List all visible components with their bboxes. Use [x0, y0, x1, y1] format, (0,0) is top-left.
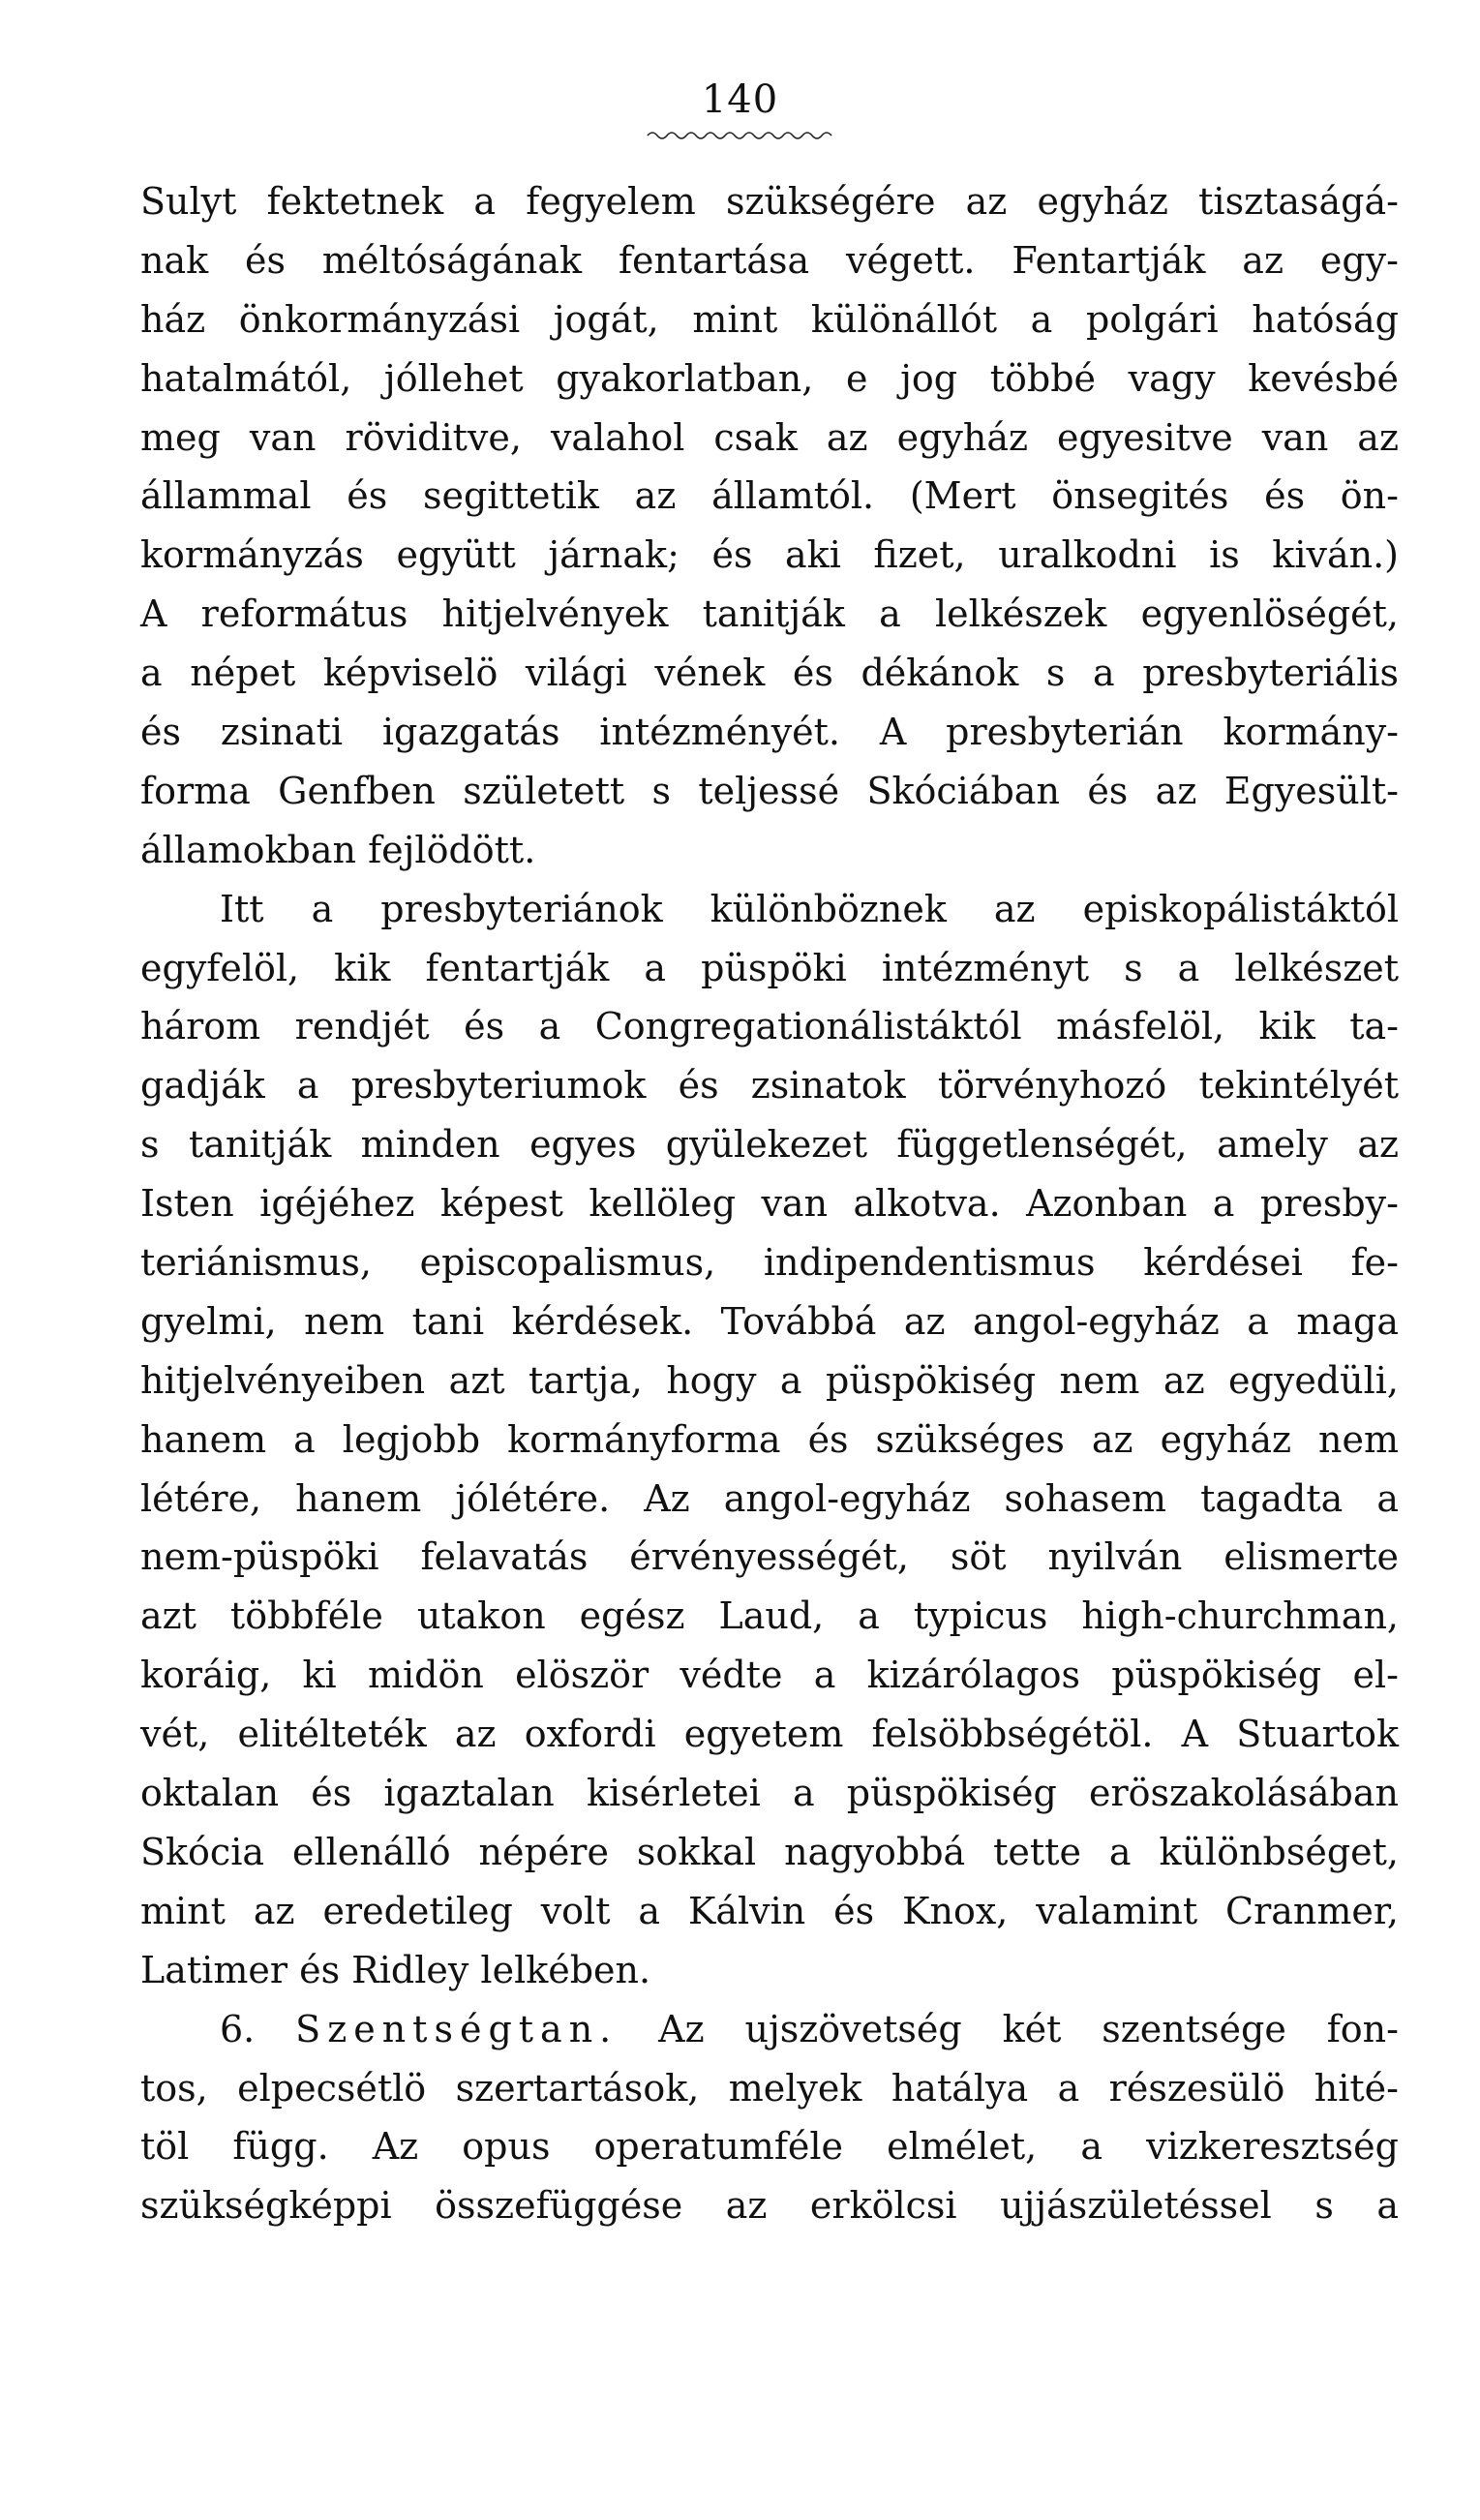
paragraph-2 — [140, 880, 1399, 2000]
text-line: és zsinati igazgatás intézményét. A presbyterián kormány- — [140, 711, 1399, 754]
text-line: ház önkormányzási jogát, mint különállót a polgári hatóság — [140, 297, 1399, 341]
text-line: állammal és segittetik az államtól. (Mert önsegités és ön- — [140, 474, 1399, 518]
text-line: szükségképpi összefüggése az erkölcsi ujjászületéssel s a — [140, 2184, 1399, 2228]
section-first-line: Az ujszövetség két szentsége fon- — [658, 2007, 1399, 2050]
text-line: forma Genfben született s teljessé Skóciában és az Egyesült- — [140, 769, 1399, 812]
text-line: oktalan és igaztalan kisérletei a püspökiség eröszakolásában — [140, 1772, 1399, 1815]
text-line: három rendjét és a Congregationálistáktól másfelöl, kik ta- — [140, 1005, 1399, 1048]
text-line: tos, elpecsétlö szertartások, melyek hatálya a részesülö hité- — [140, 2066, 1399, 2110]
text-line: egyfelöl, kik fentartják a püspöki intézményt s a lelkészet — [140, 946, 1399, 989]
text-line: teriánismus, episcopalismus, indipendentismus kérdései fe- — [140, 1241, 1399, 1285]
body-text — [140, 172, 1399, 2235]
paragraph-3 — [140, 2000, 1399, 2236]
text-line: s tanitják minden egyes gyülekezet függetlenségét, amely az — [140, 1123, 1399, 1167]
text-line: azt többféle utakon egész Laud, a typicus high-churchman, — [140, 1594, 1399, 1638]
text-line: töl függ. Az opus operatumféle elmélet, a vizkeresztség — [140, 2125, 1399, 2169]
text-line: államokban fejlödött. — [140, 828, 536, 871]
section-title: Szentségtan. — [295, 2007, 619, 2050]
text-line: nak és méltóságának fentartása végett. Fentartják az egy- — [140, 238, 1399, 282]
section-number: 6. — [220, 2007, 256, 2050]
text-line: hatalmától, jóllehet gyakorlatban, e jog többé vagy kevésbé — [140, 356, 1399, 400]
section-heading-line — [140, 2000, 1399, 2059]
paragraph-1 — [140, 172, 1399, 880]
text-line: a népet képviselö világi vének és dékánok s a presbyteriális — [140, 652, 1399, 695]
text-line: A református hitjelvények tanitják a lelkészek egyenlöségét, — [140, 592, 1399, 636]
wavy-rule-ornament — [644, 128, 837, 143]
text-line: létére, hanem jólétére. Az angol-egyház sohasem tagadta a — [140, 1476, 1399, 1520]
text-line: koráig, ki midön elöször védte a kizárólagos püspökiség el- — [140, 1654, 1399, 1697]
text-line: Itt a presbyteriánok különböznek az episkopálistáktól — [220, 887, 1399, 930]
text-line: Skócia ellenálló népére sokkal nagyobbá tette a különbséget, — [140, 1830, 1399, 1873]
text-line: nem-püspöki felavatás érvényességét, söt nyilván elismerte — [140, 1535, 1399, 1579]
text-line: kormányzás együtt járnak; és aki fizet, uralkodni is kiván.) — [140, 533, 1399, 577]
text-line: meg van röviditve, valahol csak az egyház egyesitve van az — [140, 415, 1399, 459]
text-line: gyelmi, nem tani kérdések. Továbbá az angol-egyház a maga — [140, 1299, 1399, 1343]
page-header — [0, 76, 1480, 143]
text-line: Sulyt fektetnek a fegyelem szükségére az egyház tisztaságá- — [140, 180, 1399, 223]
text-line: hanem a legjobb kormányforma és szükséges az egyház nem — [140, 1417, 1399, 1461]
text-line: Isten igéjéhez képest kellöleg van alkotva. Azonban a presby- — [140, 1182, 1399, 1226]
page-number: 140 — [701, 77, 779, 122]
text-line: mint az eredetileg volt a Kálvin és Knox, valamint Cranmer, — [140, 1889, 1399, 1932]
text-line: hitjelvényeiben azt tartja, hogy a püspökiség nem az egyedüli, — [140, 1358, 1399, 1402]
text-line: gadják a presbyteriumok és zsinatok törvényhozó tekintélyét — [140, 1064, 1399, 1108]
text-line: vét, elitélteték az oxfordi egyetem felsöbbségétöl. A Stuartok — [140, 1713, 1399, 1756]
text-line: Latimer és Ridley lelkében. — [140, 1948, 651, 1991]
